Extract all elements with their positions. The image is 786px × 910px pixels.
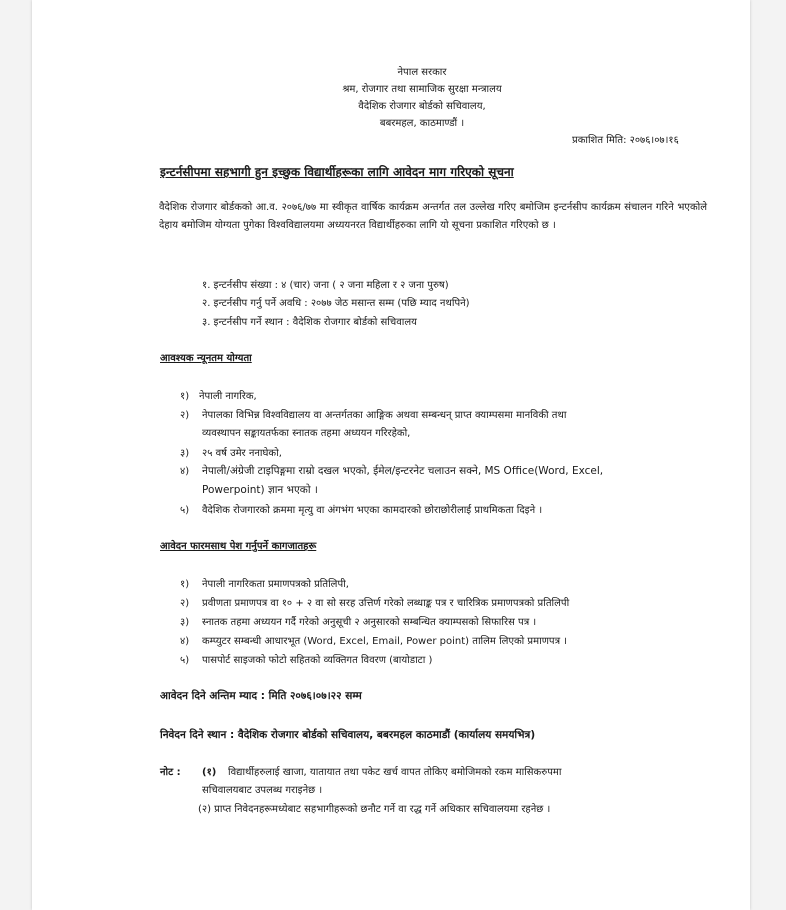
document-text: कम्प्युटर सम्बन्धी आधारभूत (Word, Excel, Email, Power point) तालिम लिएको प्रमाणपत्र । bbox=[202, 636, 568, 647]
application-location: निवेदन दिने स्थान : वैदेशिक रोजगार बोर्डको सचिवालय, बबरमहल काठमाडौं (कार्यालय समयभित्र) bbox=[160, 729, 536, 741]
application-deadline: आवेदन दिने अन्तिम म्याद : मिति २०७६।०७।२२ सम्म bbox=[160, 690, 362, 702]
published-date: प्रकाशित मिति: २०७६।०७।१६ bbox=[572, 135, 679, 146]
detail-item-3: ३. इन्टर्नसीप गर्ने स्थान : वैदेशिक रोजगार बोर्डको सचिवालय bbox=[202, 317, 417, 328]
qualification-text: व्यवस्थापन सङ्काय‌तर्फका स्नातक तहमा अध्ययन गरिरहेको, bbox=[202, 428, 411, 439]
note-item-1-num: (१) bbox=[202, 767, 217, 778]
document-text: प्रवीणता प्रमाणपत्र वा १० + २ वा सो सरह उत्तिर्ण गरेको लब्धाङ्क पत्र र चारित्रिक प्रमाणपत्रको प्रतिलिपी bbox=[202, 598, 570, 609]
note-item-1-line-2: सचिवालयबाट उपलब्ध गराइनेछ । bbox=[202, 785, 323, 796]
header-government: नेपाल सरकार bbox=[397, 67, 447, 78]
document-text: नेपाली नागरिकता प्रमाणपत्रको प्रतिलिपी, bbox=[202, 579, 349, 590]
detail-item-1: १. इन्टर्नसीप संख्या : ४ (चार) जना ( २ जना महिला र २ जना पुरुष) bbox=[202, 280, 449, 291]
note-label: नोट : bbox=[160, 767, 181, 778]
qualification-num: ४) bbox=[180, 466, 190, 477]
qualification-text: Powerpoint) ज्ञान भएको । bbox=[202, 484, 318, 496]
document-num: १) bbox=[180, 579, 190, 590]
document-num: ४) bbox=[180, 636, 190, 647]
qualification-num: ३) bbox=[180, 448, 190, 459]
qualification-num: १) bbox=[180, 391, 190, 402]
document-num: ५) bbox=[180, 655, 190, 666]
notice-title: इन्टर्नसीपमा सहभागी हुन इच्छुक विद्यार्थीहरूका लागि आवेदन माग गरिएको सूचना bbox=[160, 165, 514, 179]
document-text: स्नातक तहमा अध्ययन गर्दै गरेको अनुसूची २ अनुसारको सम्बन्धित क्याम्पसको सिफारिस पत्र । bbox=[202, 617, 537, 628]
document-page bbox=[32, 0, 750, 910]
document-num: ३) bbox=[180, 617, 190, 628]
note-item-2: (२) प्राप्त निवेदनहरूमध्येबाट सहभागीहरूको छनौट गर्ने वा रद्ध गर्ने अधिकार सचिवालयमा रहनेछ । bbox=[198, 804, 551, 815]
header-block bbox=[272, 64, 572, 132]
document-text: पासपोर्ट साइजको फोटो सहितको व्यक्तिगत विवरण (बायोडाटा ) bbox=[202, 655, 433, 666]
document-num: २) bbox=[180, 598, 190, 609]
intro-paragraph: वैदेशिक रोजगार बोर्डकको आ.व. २०७६/७७ मा स्वीकृत वार्षिक कार्यक्रम अन्तर्गत तल उल्लेख गरिए बमोजिम इन्टर्नसीप कार्यक्रम संचालन गरिने भएकोले देहाय बमोजिम योग्यता पुगेका विश्वविद्यालयमा अध्ययनरत विद्यार्थीहरुका लागि यो सूचना प्रकाशित गरिएको छ । bbox=[159, 202, 707, 231]
qualifications-heading: आवश्यक न्यूनतम योग्यता bbox=[160, 353, 252, 364]
qualification-num: २) bbox=[180, 410, 190, 421]
detail-item-2: २. इन्टर्नसीप गर्नु पर्ने अवधि : २०७७ जेठ मसान्त सम्म (पछि म्याद नथपिने) bbox=[202, 298, 470, 309]
header-address: बबरमहल, काठमाण्डौं । bbox=[379, 118, 465, 129]
documents-heading: आवेदन फारमसाथ पेश गर्नुपर्ने कागजातहरू bbox=[160, 541, 317, 552]
qualification-text: नेपाली/अंग्रेजी टाइपिङ्गमा राम्रो दखल भएको, ईमेल/इन्टरनेट चलाउन सक्ने, MS Office(Word, Excel, bbox=[202, 465, 604, 477]
header-board: वैदेशिक रोजगार बोर्डको सचिवालय, bbox=[358, 101, 486, 112]
qualification-text: नेपालका विभिन्न विश्वविद्यालय वा अन्तर्गतका आङ्गिक अथवा सम्बन्धन् प्राप्त क्याम्पसमा मानविकी तथा bbox=[202, 410, 567, 421]
qualification-num: ५) bbox=[180, 505, 190, 516]
note-item-1-line-1: विद्यार्थीहरुलाई खाजा, यातायात तथा पकेट खर्च वापत तोकिए बमोजिमको रकम मासिकरुपमा bbox=[228, 767, 562, 778]
qualification-text: २५ वर्ष उमेर ननाघेको, bbox=[202, 448, 282, 459]
qualification-text: नेपाली नागरिक, bbox=[199, 391, 257, 402]
header-ministry: श्रम, रोजगार तथा सामाजिक सुरक्षा मन्त्रालय bbox=[342, 84, 502, 95]
qualification-text: वैदेशिक रोजगारको क्रममा मृत्यु वा अंगभंग भएका कामदारको छोराछोरीलाई प्राथमिकता दिइने । bbox=[202, 505, 543, 516]
